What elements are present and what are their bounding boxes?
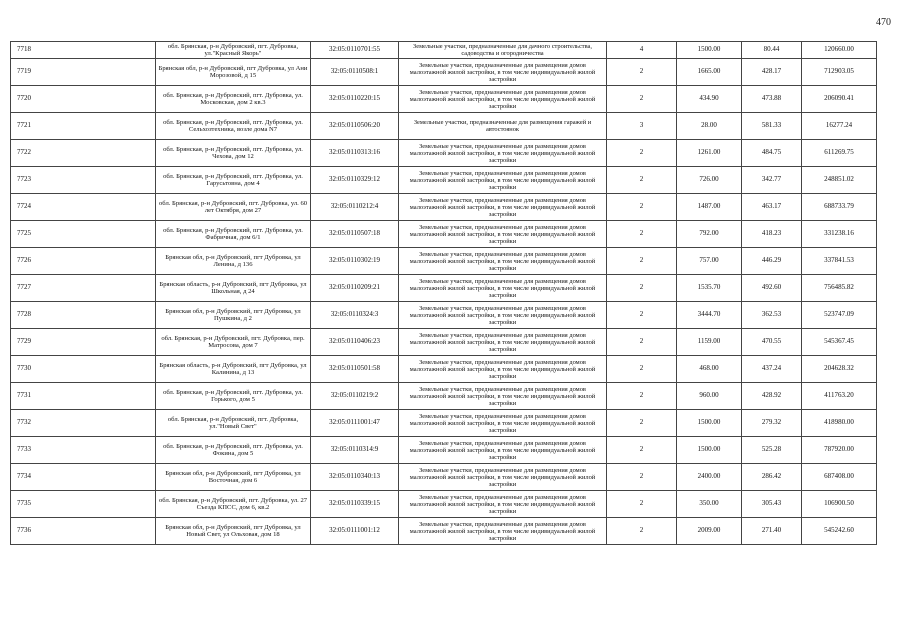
address-cell: обл. Брянская, р-н Дубровский, пгт. Дубровка, ул. Горького, дом 5 xyxy=(156,383,311,410)
use-group-cell: 2 xyxy=(607,383,677,410)
specific-value-cell: 342.77 xyxy=(742,167,802,194)
address-cell: обл. Брянская, р-н Дубровский, пгт. Дубровка, ул. Фокина, дом 5 xyxy=(156,437,311,464)
cadastral-value-cell: 756485.82 xyxy=(802,275,877,302)
land-use-cell: Земельные участки, предназначенные для размещения домов малоэтажной жилой застройки, в том числе индивидуальной жилой застройки xyxy=(399,221,607,248)
land-use-cell: Земельные участки, предназначенные для размещения домов малоэтажной жилой застройки, в том числе индивидуальной жилой застройки xyxy=(399,86,607,113)
cadastral-number-cell: 32:05:0110406:23 xyxy=(311,329,399,356)
address-cell: Брянская обл, р-н Дубровский, пгт Дубровка, ул Новый Свет, ул Ольховая, дом 18 xyxy=(156,518,311,545)
table-row xyxy=(11,275,877,302)
specific-value-cell: 484.75 xyxy=(742,140,802,167)
address-cell: обл. Брянская, р-н Дубровский, пгт. Дубровка, ул. Гарусьтовна, дом 4 xyxy=(156,167,311,194)
table-row xyxy=(11,491,877,518)
cadastral-number-cell: 32:05:0111001:47 xyxy=(311,410,399,437)
area-cell: 792.00 xyxy=(677,221,742,248)
row-number: 7729 xyxy=(11,329,156,356)
land-use-cell: Земельные участки, предназначенные для размещения домов малоэтажной жилой застройки, в том числе индивидуальной жилой застройки xyxy=(399,167,607,194)
table-row xyxy=(11,437,877,464)
cadastral-number-cell: 32:05:0110508:1 xyxy=(311,59,399,86)
use-group-cell: 2 xyxy=(607,221,677,248)
address-cell: обл. Брянская, р-н Дубровский, пгт. Дубровка, ул. Московская, дом 2 кв.3 xyxy=(156,86,311,113)
specific-value-cell: 525.28 xyxy=(742,437,802,464)
row-number: 7727 xyxy=(11,275,156,302)
cadastral-value-cell: 687408.00 xyxy=(802,464,877,491)
table-row xyxy=(11,356,877,383)
cadastral-number-cell: 32:05:0110506:20 xyxy=(311,113,399,140)
cadastral-value-cell: 106900.50 xyxy=(802,491,877,518)
land-use-cell: Земельные участки, предназначенные для размещения домов малоэтажной жилой застройки, в том числе индивидуальной жилой застройки xyxy=(399,383,607,410)
table-row xyxy=(11,410,877,437)
cadastral-value-cell: 248851.02 xyxy=(802,167,877,194)
table-row xyxy=(11,194,877,221)
area-cell: 757.00 xyxy=(677,248,742,275)
row-number: 7735 xyxy=(11,491,156,518)
area-cell: 960.00 xyxy=(677,383,742,410)
cadastral-value-cell: 204628.32 xyxy=(802,356,877,383)
land-use-cell: Земельные участки, предназначенные для размещения домов малоэтажной жилой застройки, в том числе индивидуальной жилой застройки xyxy=(399,302,607,329)
specific-value-cell: 428.17 xyxy=(742,59,802,86)
table-row xyxy=(11,518,877,545)
row-number: 7734 xyxy=(11,464,156,491)
cadastral-value-cell: 120660.00 xyxy=(802,42,877,59)
specific-value-cell: 492.60 xyxy=(742,275,802,302)
land-use-cell: Земельные участки, предназначенные для размещения домов малоэтажной жилой застройки, в том числе индивидуальной жилой застройки xyxy=(399,356,607,383)
cadastral-number-cell: 32:05:0111001:12 xyxy=(311,518,399,545)
land-use-cell: Земельные участки, предназначенные для размещения домов малоэтажной жилой застройки, в том числе индивидуальной жилой застройки xyxy=(399,275,607,302)
area-cell: 2009.00 xyxy=(677,518,742,545)
row-number: 7733 xyxy=(11,437,156,464)
area-cell: 1535.70 xyxy=(677,275,742,302)
use-group-cell: 2 xyxy=(607,248,677,275)
use-group-cell: 2 xyxy=(607,491,677,518)
cadastral-value-cell: 545367.45 xyxy=(802,329,877,356)
page-number: 470 xyxy=(876,17,891,28)
area-cell: 2400.00 xyxy=(677,464,742,491)
specific-value-cell: 581.33 xyxy=(742,113,802,140)
area-cell: 1500.00 xyxy=(677,410,742,437)
area-cell: 434.90 xyxy=(677,86,742,113)
cadastral-number-cell: 32:05:0110212:4 xyxy=(311,194,399,221)
address-cell: Брянская обл, р-н Дубровский, пгт Дубровка, ул Ани Морозовой, д 15 xyxy=(156,59,311,86)
use-group-cell: 2 xyxy=(607,167,677,194)
land-use-cell: Земельные участки, предназначенные для размещения домов малоэтажной жилой застройки, в том числе индивидуальной жилой застройки xyxy=(399,194,607,221)
land-use-cell: Земельные участки, предназначенные для размещения домов малоэтажной жилой застройки, в том числе индивидуальной жилой застройки xyxy=(399,329,607,356)
table-row xyxy=(11,248,877,275)
cadastral-number-cell: 32:05:0110329:12 xyxy=(311,167,399,194)
land-use-cell: Земельные участки, предназначенные для дачного строительства, садоводства и огородничества xyxy=(399,42,607,59)
cadastral-value-cell: 411763.20 xyxy=(802,383,877,410)
specific-value-cell: 446.29 xyxy=(742,248,802,275)
address-cell: Брянская обл, р-н Дубровский, пгт Дубровка, ул Ленина, д 136 xyxy=(156,248,311,275)
land-use-cell: Земельные участки, предназначенные для размещения домов малоэтажной жилой застройки, в том числе индивидуальной жилой застройки xyxy=(399,491,607,518)
table-row xyxy=(11,302,877,329)
land-use-cell: Земельные участки, предназначенные для размещения домов малоэтажной жилой застройки, в том числе индивидуальной жилой застройки xyxy=(399,464,607,491)
area-cell: 1487.00 xyxy=(677,194,742,221)
use-group-cell: 2 xyxy=(607,59,677,86)
land-use-cell: Земельные участки, предназначенные для размещения домов малоэтажной жилой застройки, в том числе индивидуальной жилой застройки xyxy=(399,59,607,86)
cadastral-number-cell: 32:05:0110340:13 xyxy=(311,464,399,491)
row-number: 7724 xyxy=(11,194,156,221)
cadastral-number-cell: 32:05:0110501:58 xyxy=(311,356,399,383)
use-group-cell: 2 xyxy=(607,437,677,464)
cadastral-value-cell: 545242.60 xyxy=(802,518,877,545)
cadastral-number-cell: 32:05:0110220:15 xyxy=(311,86,399,113)
address-cell: обл. Брянская, р-н Дубровский, пгт. Дубровка, пер. Матросова, дом 7 xyxy=(156,329,311,356)
address-cell: Брянская обл, р-н Дубровский, пгт Дубровка, ул Пушкина, д 2 xyxy=(156,302,311,329)
cadastral-number-cell: 32:05:0110507:18 xyxy=(311,221,399,248)
specific-value-cell: 362.53 xyxy=(742,302,802,329)
use-group-cell: 2 xyxy=(607,518,677,545)
specific-value-cell: 437.24 xyxy=(742,356,802,383)
address-cell: обл. Брянская, р-н Дубровский, пгт. Дубровка, ул. Чехова, дом 12 xyxy=(156,140,311,167)
table-row xyxy=(11,140,877,167)
cadastral-number-cell: 32:05:0110219:2 xyxy=(311,383,399,410)
row-number: 7736 xyxy=(11,518,156,545)
row-number: 7722 xyxy=(11,140,156,167)
address-cell: обл. Брянская, р-н Дубровский, пгт. Дубровка, ул. 60 лет Октября, дом 27 xyxy=(156,194,311,221)
area-cell: 1665.00 xyxy=(677,59,742,86)
land-use-cell: Земельные участки, предназначенные для размещения гаражей и автостоянок xyxy=(399,113,607,140)
land-use-cell: Земельные участки, предназначенные для размещения домов малоэтажной жилой застройки, в том числе индивидуальной жилой застройки xyxy=(399,518,607,545)
use-group-cell: 2 xyxy=(607,356,677,383)
use-group-cell: 2 xyxy=(607,302,677,329)
use-group-cell: 2 xyxy=(607,194,677,221)
use-group-cell: 2 xyxy=(607,410,677,437)
table-row xyxy=(11,221,877,248)
cadastral-value-cell: 712903.05 xyxy=(802,59,877,86)
area-cell: 1261.00 xyxy=(677,140,742,167)
table-row xyxy=(11,59,877,86)
table-row xyxy=(11,86,877,113)
table-row xyxy=(11,113,877,140)
cadastral-number-cell: 32:05:0110701:55 xyxy=(311,42,399,59)
row-number: 7723 xyxy=(11,167,156,194)
area-cell: 1500.00 xyxy=(677,42,742,59)
row-number: 7719 xyxy=(11,59,156,86)
use-group-cell: 4 xyxy=(607,42,677,59)
cadastral-number-cell: 32:05:0110324:3 xyxy=(311,302,399,329)
row-number: 7721 xyxy=(11,113,156,140)
row-number: 7730 xyxy=(11,356,156,383)
row-number: 7718 xyxy=(11,42,156,59)
specific-value-cell: 418.23 xyxy=(742,221,802,248)
specific-value-cell: 463.17 xyxy=(742,194,802,221)
land-use-cell: Земельные участки, предназначенные для размещения домов малоэтажной жилой застройки, в том числе индивидуальной жилой застройки xyxy=(399,410,607,437)
cadastral-value-cell: 331238.16 xyxy=(802,221,877,248)
area-cell: 726.00 xyxy=(677,167,742,194)
row-number: 7726 xyxy=(11,248,156,275)
specific-value-cell: 470.55 xyxy=(742,329,802,356)
table-row xyxy=(11,167,877,194)
land-use-cell: Земельные участки, предназначенные для размещения домов малоэтажной жилой застройки, в том числе индивидуальной жилой застройки xyxy=(399,437,607,464)
cadastral-number-cell: 32:05:0110314:9 xyxy=(311,437,399,464)
area-cell: 28.00 xyxy=(677,113,742,140)
address-cell: обл. Брянская, р-н Дубровский, пгт. Дубровка, ул. Сельхозтехника, возле дома N7 xyxy=(156,113,311,140)
address-cell: обл. Брянская, р-н Дубровский, пгт. Дубровка, ул."Новый Свет" xyxy=(156,410,311,437)
cadastral-value-cell: 523747.09 xyxy=(802,302,877,329)
use-group-cell: 2 xyxy=(607,86,677,113)
cadastral-number-cell: 32:05:0110313:16 xyxy=(311,140,399,167)
specific-value-cell: 286.42 xyxy=(742,464,802,491)
row-number: 7720 xyxy=(11,86,156,113)
specific-value-cell: 428.92 xyxy=(742,383,802,410)
use-group-cell: 2 xyxy=(607,140,677,167)
cadastral-value-cell: 206090.41 xyxy=(802,86,877,113)
row-number: 7725 xyxy=(11,221,156,248)
address-cell: Брянская область, р-н Дубровский, пгт Дубровка, ул Школьная, д 24 xyxy=(156,275,311,302)
table-row xyxy=(11,464,877,491)
land-use-cell: Земельные участки, предназначенные для размещения домов малоэтажной жилой застройки, в том числе индивидуальной жилой застройки xyxy=(399,140,607,167)
area-cell: 468.00 xyxy=(677,356,742,383)
cadastral-value-cell: 418980.00 xyxy=(802,410,877,437)
cadastral-value-cell: 787920.00 xyxy=(802,437,877,464)
table-row xyxy=(11,329,877,356)
cadastral-value-cell: 337841.53 xyxy=(802,248,877,275)
use-group-cell: 3 xyxy=(607,113,677,140)
land-use-cell: Земельные участки, предназначенные для размещения домов малоэтажной жилой застройки, в том числе индивидуальной жилой застройки xyxy=(399,248,607,275)
cadastral-value-cell: 611269.75 xyxy=(802,140,877,167)
area-cell: 350.00 xyxy=(677,491,742,518)
use-group-cell: 2 xyxy=(607,275,677,302)
table-row xyxy=(11,42,877,59)
use-group-cell: 2 xyxy=(607,329,677,356)
area-cell: 1159.00 xyxy=(677,329,742,356)
cadastral-number-cell: 32:05:0110302:19 xyxy=(311,248,399,275)
cadastral-number-cell: 32:05:0110339:15 xyxy=(311,491,399,518)
cadastral-number-cell: 32:05:0110209:21 xyxy=(311,275,399,302)
cadastral-value-cell: 16277.24 xyxy=(802,113,877,140)
specific-value-cell: 80.44 xyxy=(742,42,802,59)
specific-value-cell: 305.43 xyxy=(742,491,802,518)
area-cell: 1500.00 xyxy=(677,437,742,464)
table-row xyxy=(11,383,877,410)
address-cell: обл. Брянская, р-н Дубровский, пгт. Дубровка, ул."Красный Якорь" xyxy=(156,42,311,59)
address-cell: обл. Брянская, р-н Дубровский, пгт. Дубровка, ул. Фабричная, дом 6/1 xyxy=(156,221,311,248)
specific-value-cell: 271.40 xyxy=(742,518,802,545)
specific-value-cell: 279.32 xyxy=(742,410,802,437)
use-group-cell: 2 xyxy=(607,464,677,491)
address-cell: обл. Брянская, р-н Дубровский, пгт. Дубровка, ул. 27 Съезда КПСС, дом 6, кв.2 xyxy=(156,491,311,518)
row-number: 7731 xyxy=(11,383,156,410)
row-number: 7732 xyxy=(11,410,156,437)
cadastral-value-cell: 688733.79 xyxy=(802,194,877,221)
address-cell: Брянская область, р-н Дубровский, пгт Дубровка, ул Калинина, д 13 xyxy=(156,356,311,383)
row-number: 7728 xyxy=(11,302,156,329)
land-register-table xyxy=(10,41,877,545)
address-cell: Брянская обл, р-н Дубровский, пгт Дубровка, ул Восточная, дом 6 xyxy=(156,464,311,491)
area-cell: 3444.70 xyxy=(677,302,742,329)
specific-value-cell: 473.88 xyxy=(742,86,802,113)
